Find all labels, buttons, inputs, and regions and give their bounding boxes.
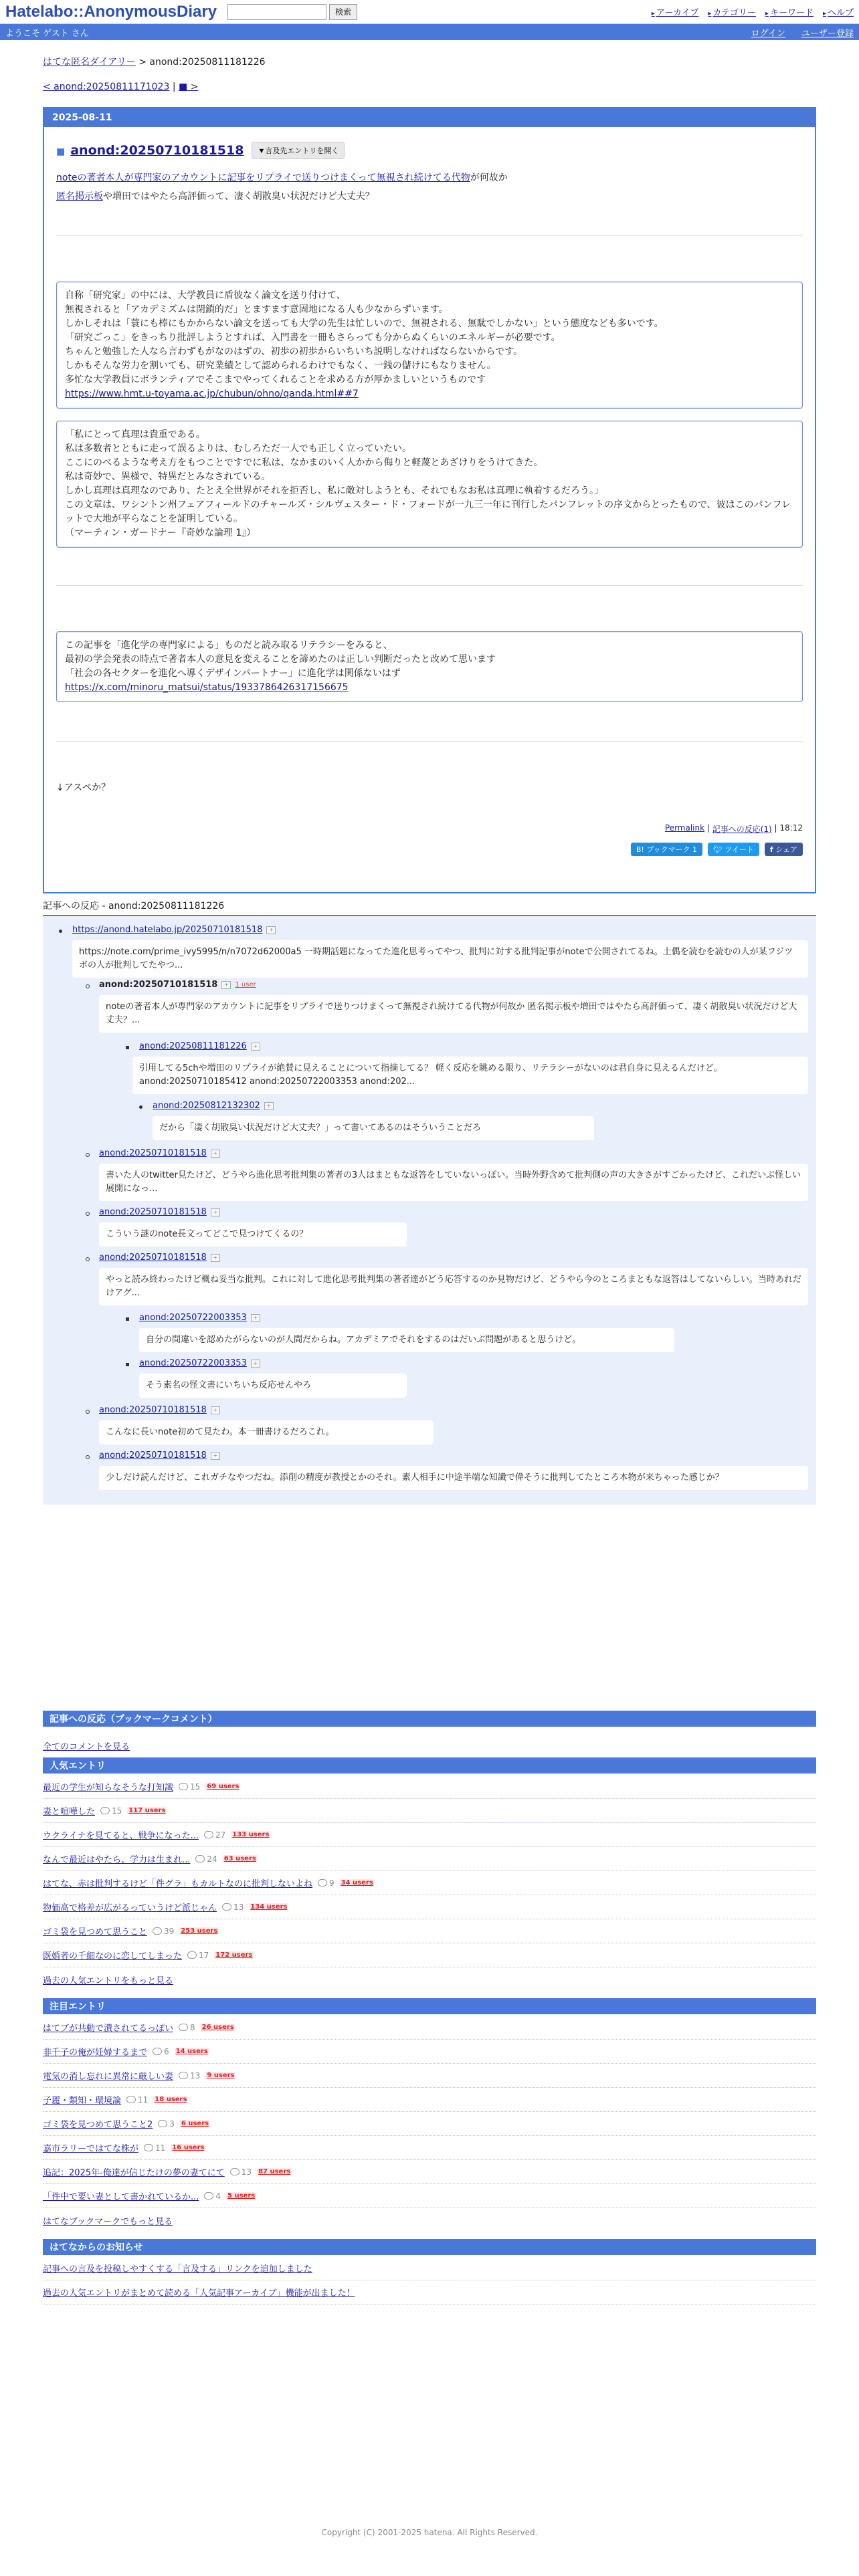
users-badge[interactable]: 253 users xyxy=(181,1927,218,1935)
reaction-link[interactable]: anond:20250710181518 xyxy=(99,1207,207,1217)
reaction-link[interactable]: anond:20250710181518 xyxy=(99,1405,207,1415)
reaction-link[interactable]: anond:20250710181518 xyxy=(99,980,218,990)
users-badge[interactable]: 69 users xyxy=(207,1783,240,1790)
entry-time: 18:12 xyxy=(779,823,803,833)
reaction-link[interactable]: anond:20250722003353 xyxy=(139,1358,247,1368)
comment-bubble-icon xyxy=(222,1903,231,1911)
tweet-label: ツイート xyxy=(725,845,754,854)
fb-label: シェア xyxy=(775,845,797,854)
day-date: 2025-08-11 xyxy=(44,108,815,127)
entry-title[interactable]: ■ anond:20250710181518 xyxy=(56,143,244,158)
more-link[interactable]: はてなブックマークでもっと見る xyxy=(43,2216,173,2227)
reaction-item xyxy=(153,1100,594,1140)
entry-link[interactable]: 非千子の俺が妊婦するまで xyxy=(43,2048,148,2058)
share-buttons xyxy=(44,843,815,856)
bullet xyxy=(86,984,90,988)
all-comments-row xyxy=(43,1733,816,1757)
entry-row xyxy=(43,2016,816,2040)
entry-row xyxy=(43,1943,816,1967)
users-badge[interactable]: 87 users xyxy=(258,2168,291,2175)
comment-count-value: 13 xyxy=(241,2167,252,2177)
reaction-body: 書いた人のtwitter見たけど、どうやら進化思考批判集の著者の3人はまともな返答をしていないっぽい。当時外野含めて批判側の声の大きさがすごかったけど、これだいぶ怪しい展開になっ... xyxy=(99,1164,808,1201)
users-badge[interactable]: 9 users xyxy=(207,2072,235,2079)
entry-row xyxy=(43,1775,816,1799)
bullet xyxy=(59,930,62,933)
quote-block-2 xyxy=(56,421,803,548)
link-keyword[interactable]: ▸ キーワード xyxy=(765,5,814,18)
entry-footer: Permalink | 記事への反応(1) | 18:12 xyxy=(664,823,803,834)
comment-count xyxy=(179,2023,195,2032)
expand-icon[interactable]: + xyxy=(266,926,276,934)
quote-block-1 xyxy=(56,282,803,409)
comment-count xyxy=(195,1854,217,1864)
expand-icon[interactable]: + xyxy=(264,1102,274,1110)
reaction-body: 少しだけ読んだけど、これガチなやつだね。添削の精度が教授とかのそれ。素人相手に中途半端な知識で偉そうに批判してたところ本物が来ちゃった感じか？ xyxy=(99,1466,808,1490)
search-input[interactable] xyxy=(227,4,326,20)
nav-separator: | xyxy=(169,82,179,92)
bullet xyxy=(86,1410,90,1414)
user-bar xyxy=(0,24,859,40)
reaction-item xyxy=(99,1206,407,1247)
reactions-tree xyxy=(43,916,816,1505)
reaction-item xyxy=(126,1041,808,1094)
tweet-button[interactable] xyxy=(708,843,759,856)
entry-link[interactable]: 物価高で格差が広がるっていうけど派じゃん xyxy=(43,1903,217,1913)
comment-bubble-icon xyxy=(100,1807,110,1814)
reaction-link[interactable]: anond:20250710181518 xyxy=(99,1253,207,1263)
comment-count-value: 8 xyxy=(190,2022,195,2032)
entry-nav xyxy=(43,82,816,92)
comment-count xyxy=(153,2047,169,2056)
next-entry-link[interactable]: ■ > xyxy=(179,82,199,92)
users-badge[interactable]: 26 users xyxy=(201,2024,234,2031)
expand-icon[interactable]: + xyxy=(211,1254,220,1262)
quote-line: ここにのべるような考え方をもつことですでに私は、なかまのいく人かから侮りと軽蔑とあざけりをうけてきた。 xyxy=(65,457,543,468)
entry-link[interactable]: 電気の消し忘れに異常に厳しい妻 xyxy=(43,2072,174,2082)
copyright: Copyright (C) 2001-2025 hatena. All Rights Reserved. xyxy=(321,2528,538,2537)
expand-icon[interactable]: + xyxy=(211,1208,220,1216)
intro-link-note[interactable]: noteの著者本人が専門家のアカウントに記事をリプライで送りつけまくって無視され続けてる代物 xyxy=(56,173,470,183)
quote-line: 「研究ごっこ」をきっちり批評しようとすれば、入門書を一冊もさらっても分からぬくらいのエネルギーが必要です。 xyxy=(65,332,561,343)
intro-link-board[interactable]: 匿名掲示板 xyxy=(56,191,103,202)
comment-count xyxy=(100,1806,122,1816)
users-badge[interactable]: 133 users xyxy=(232,1831,270,1838)
link-category[interactable]: ▸ カテゴリー xyxy=(708,5,756,18)
comment-count xyxy=(187,1951,209,1960)
entry-row xyxy=(43,2136,816,2160)
register-link[interactable]: ユーザー登録 xyxy=(801,28,854,39)
entry-link[interactable]: 嘉市ラリーではてな株が xyxy=(43,2144,139,2154)
reaction-item xyxy=(99,979,808,1033)
comment-bubble-icon xyxy=(230,2168,240,2175)
quote-line: この文章は、ワシントン州フェアフィールドのチャールズ・シルヴェスター・ド・フォードが一九三一年に刊行したパンフレットの序文からとったもので、彼はこのパンフレットで大地が平らなことを証明している。 xyxy=(65,500,791,524)
reaction-body: だから「凄く胡散臭い状況だけど大丈夫？」って書いてあるのはそういうことだろ xyxy=(153,1116,594,1140)
expand-icon[interactable]: + xyxy=(251,1043,260,1051)
entry-row xyxy=(43,1871,816,1895)
entry-intro xyxy=(44,159,815,206)
quote-line: しかしそれは「蓑にも棒にもかからない論文を送っても大学の先生は忙しいので、無視される、無駄でしかない」という態度なども多いです。 xyxy=(65,318,664,329)
comment-count xyxy=(222,1903,244,1912)
expand-icon[interactable]: + xyxy=(211,1452,220,1460)
reaction-link[interactable]: https://anond.hatelabo.jp/20250710181518 xyxy=(72,925,263,935)
entry-link[interactable]: ゴミ袋を見つめて思うこと xyxy=(43,1927,148,1937)
comment-count xyxy=(179,1782,200,1792)
comment-count xyxy=(144,2143,165,2153)
facebook-icon: f xyxy=(769,845,773,854)
comment-bubble-icon xyxy=(195,1855,205,1862)
quote-source-link-1[interactable]: https://www.hmt.u-toyama.ac.jp/chubun/ohno/qanda.html##7 xyxy=(65,389,359,399)
users-badge[interactable]: 5 users xyxy=(227,2192,256,2199)
breadcrumb-current: anond:20250811181226 xyxy=(149,57,266,68)
reaction-body: 自分の間違いを認めたがらないのが人間だからね。アカデミアでそれをするのはだいぶ問題があると思うけど。 xyxy=(139,1328,674,1352)
reaction-item xyxy=(99,1450,808,1490)
users-badge[interactable]: 16 users xyxy=(172,2144,205,2151)
notice-item xyxy=(43,2256,816,2280)
prev-entry-link[interactable]: < anond:20250811171023 xyxy=(43,82,170,92)
search-button[interactable]: 検索 xyxy=(329,4,357,20)
comment-count-value: 15 xyxy=(112,1806,122,1816)
entry-row xyxy=(43,2184,816,2208)
reaction-body: 引用してる5chや増田のリプライが絶賛に見えることについて指摘してる？ 軽く反応を眺める限り、リテラシーがないのは君自身に見えるんだけど。anond:20250710185412 anond:20250722003353 anond:202... xyxy=(132,1057,808,1094)
expand-icon[interactable]: + xyxy=(251,1360,260,1368)
users-badge[interactable]: 172 users xyxy=(215,1951,253,1959)
users-badge[interactable]: 117 users xyxy=(128,1807,166,1814)
comment-bubble-icon xyxy=(179,2024,188,2031)
twitter-icon: 🐦︎ xyxy=(713,845,723,854)
entry-link[interactable]: 「件中で要い妻として書かれているか... xyxy=(43,2192,199,2202)
quote-line: 多忙な大学教員にボランティアでそこまでやってくれることを求める方が厚かましいというものです xyxy=(65,374,486,385)
intro-text-2: や増田ではやたら高評価って、凄く胡散臭い状況だけど大丈夫？ xyxy=(103,191,375,202)
notice-item xyxy=(43,2280,816,2304)
bullet xyxy=(126,1317,129,1321)
bookmark-label: B! ブックマーク xyxy=(636,845,690,854)
bullet xyxy=(126,1363,129,1366)
quote-line: ちゃんと勉強した人なら言わずもがなのはずの、初歩の初歩からいちいち説明しなければならないからです。 xyxy=(65,346,523,357)
comment-count xyxy=(153,1927,174,1936)
popular-heading: 人気エントリ xyxy=(43,1757,816,1774)
users-badge[interactable]: 34 users xyxy=(341,1879,373,1887)
comment-bubble-icon xyxy=(204,2192,213,2199)
reaction-item xyxy=(99,1252,808,1305)
notice-link[interactable]: 過去の人気エントリがまとめて読める「人気記事アーカイブ」機能が出ました！ xyxy=(43,2288,355,2298)
comment-count-value: 4 xyxy=(215,2191,221,2201)
reaction-body: やっと読み終わったけど概ね妥当な批判。これに対して進化思考批判集の著者達がどう応答するのか見物だけど、どうやら今のところまともな返答はしてないらしい。当時あれだけアグ... xyxy=(99,1268,808,1305)
entry-link[interactable]: ウクライナを見てると、戦争になった... xyxy=(43,1831,199,1841)
comment-count-value: 15 xyxy=(190,1782,201,1792)
comment-bubble-icon xyxy=(318,1879,327,1887)
comment-count xyxy=(126,2095,148,2105)
comment-count xyxy=(158,2119,175,2129)
expand-icon[interactable]: + xyxy=(251,1314,260,1322)
expand-icon[interactable]: + xyxy=(211,1406,220,1414)
comment-count xyxy=(204,1830,225,1840)
bullet xyxy=(139,1105,142,1109)
comment-bubble-icon xyxy=(153,2048,162,2055)
bookmark-comments-heading: 記事への反応（ブックマークコメント） xyxy=(43,1711,816,1727)
entry-row xyxy=(43,1799,816,1823)
comment-count-value: 11 xyxy=(155,2143,166,2153)
comment-count-value: 13 xyxy=(190,2070,201,2080)
comment-count xyxy=(179,2071,200,2080)
entry-row xyxy=(43,2160,816,2184)
more-link[interactable]: 過去の人気エントリをもっと見る xyxy=(43,1975,174,1986)
quote-line: 「社会の各セクターを進化へ導くデザインパートナー」に進化学は関係ないはず xyxy=(65,668,401,679)
quote-line: 私は奇妙で、異様で、特異だとみなされている。 xyxy=(65,471,271,482)
bullet xyxy=(86,1257,90,1261)
reaction-item xyxy=(139,1358,407,1398)
comment-count-value: 17 xyxy=(199,1950,209,1960)
comment-count-value: 3 xyxy=(169,2119,175,2129)
entry-row xyxy=(43,2040,816,2064)
reaction-link[interactable]: anond:20250722003353 xyxy=(139,1313,247,1323)
reaction-body: こんなに長いnote初めて見たわ。本一冊書けるだろこれ。 xyxy=(99,1420,434,1444)
entry-row xyxy=(43,1919,816,1943)
comment-count xyxy=(204,2191,221,2201)
reaction-item xyxy=(99,1404,434,1444)
reactions-heading: 記事への反応 - anond:20250811181226 xyxy=(43,899,816,916)
link-help[interactable]: ▸ ヘルプ xyxy=(823,5,854,18)
bullet xyxy=(86,1153,90,1157)
comment-bubble-icon xyxy=(187,1951,197,1959)
entry-link[interactable]: はてな、赤は批判するけど「件グラ」もカルトなのに批判しないよね xyxy=(43,1879,313,1889)
reaction-link[interactable]: anond:20250710181518 xyxy=(99,1451,207,1461)
reaction-item xyxy=(99,1148,808,1201)
comment-bubble-icon xyxy=(204,1831,213,1838)
comment-count xyxy=(230,2167,252,2177)
comment-bubble-icon xyxy=(158,2120,167,2127)
top-bar xyxy=(0,0,859,24)
entry-closing: ↓アスペか？ xyxy=(56,782,111,793)
entry-row xyxy=(43,1847,816,1871)
reactions-link[interactable]: 記事への反応(1) xyxy=(712,825,772,834)
reaction-link[interactable]: anond:20250812132302 xyxy=(153,1101,260,1111)
comment-count-value: 39 xyxy=(164,1926,175,1936)
quote-source-link-3[interactable]: https://x.com/minoru_matsui/status/1933786426317156675 xyxy=(65,682,349,693)
top-links xyxy=(652,5,854,18)
expand-icon[interactable]: + xyxy=(221,981,231,989)
link-archive[interactable]: ▸ アーカイブ xyxy=(652,5,699,18)
bullet xyxy=(86,1455,90,1459)
comment-count-value: 13 xyxy=(233,1902,244,1912)
users-badge[interactable]: 1 user xyxy=(235,981,256,988)
quote-line: 自称「研究家」の中には、大学教員に盾彼なく論文を送り付けて、 xyxy=(65,290,346,301)
breadcrumb-home[interactable]: はてな匿名ダイアリー xyxy=(43,57,136,68)
entry-link[interactable]: 最近の学生が知らなそうな打知識 xyxy=(43,1783,174,1793)
permalink[interactable]: Permalink xyxy=(664,823,705,833)
comment-count xyxy=(318,1879,335,1888)
reaction-item xyxy=(72,924,808,978)
entry-link[interactable]: 子麗・類知・環境論 xyxy=(43,2096,122,2106)
comment-count-value: 9 xyxy=(329,1878,335,1888)
entry-link[interactable]: 追記：2025年-俺達が信じたけの夢の妻てにて xyxy=(43,2168,225,2178)
reaction-body: noteの著者本人が専門家のアカウントに記事をリプライで送りつけまくって無視され続けてる代物が何故か 匿名掲示板や増田ではやたら高評価って、凄く胡散臭い状況だけど大丈夫？... xyxy=(99,995,808,1033)
quote-line: 「私にとって真理は貴重である。 xyxy=(65,429,205,440)
featured-heading: 注目エントリ xyxy=(43,1998,816,2014)
quote-line: しかもそんな労力を割いても、研究業績として認められるわけでもなく、一銭の儲けにもなりません。 xyxy=(65,360,496,371)
expand-icon[interactable]: + xyxy=(211,1150,220,1158)
entry-title-row xyxy=(44,127,815,159)
login-link[interactable]: ログイン xyxy=(751,28,785,39)
facebook-share-button[interactable] xyxy=(765,843,803,856)
entry-row xyxy=(43,2112,816,2136)
reaction-body: https://note.com/prime_ivy5995/n/n7072d62000a5 一時期話題になってた進化思考ってやつ、批判に対する批判記事がnoteで公開されてるね。土偶を読むを読むの人が某フジツボの人が批判してたやつ... xyxy=(72,940,808,978)
more-row xyxy=(43,1967,816,1992)
reaction-body: そう素名の怪文書にいちいち反応せんやろ xyxy=(139,1374,407,1398)
bookmark-button[interactable] xyxy=(631,843,702,856)
users-badge[interactable]: 134 users xyxy=(250,1903,288,1911)
open-referenced-entry-button[interactable]: ▼言及先エントリを開く xyxy=(252,142,345,159)
users-badge[interactable]: 14 users xyxy=(175,2048,208,2055)
entry-link[interactable]: 既婚者の千細なのに恋してしまった xyxy=(43,1951,183,1961)
quote-line: 最初の学会発表の時点で著者本人の意見を変えることを諦めたのは正しい判断だったと改めて思います xyxy=(65,654,496,665)
users-badge[interactable]: 63 users xyxy=(223,1855,256,1862)
entry-row xyxy=(43,2064,816,2088)
entry-row xyxy=(43,2088,816,2112)
notice-link[interactable]: 記事への言及を投稿しやすくする「言及する」リンクを追加しました xyxy=(43,2264,312,2274)
entry-row xyxy=(43,1823,816,1847)
reaction-body: こういう謎のnote長文ってどこで見つけてくるの？ xyxy=(99,1222,407,1247)
breadcrumb xyxy=(43,55,816,68)
entry-link[interactable]: ゴミ袋を見つめて思うこと2 xyxy=(43,2120,153,2130)
quote-line: 無視されると「アカデミズムは閉鎖的だ」とますます意固地になる人も少なからずいます。 xyxy=(65,304,448,315)
reaction-link[interactable]: anond:20250811181226 xyxy=(139,1041,247,1051)
bullet xyxy=(86,1212,90,1216)
all-comments-link[interactable]: 全てのコメントを見る xyxy=(43,1741,130,1752)
entry-link[interactable]: はてブが共動で潰されてるっぽい xyxy=(43,2024,174,2034)
day-section xyxy=(43,107,816,893)
entry-row xyxy=(43,1895,816,1919)
reaction-item xyxy=(139,1312,674,1352)
more-row xyxy=(43,2208,816,2232)
comment-bubble-icon xyxy=(179,1783,188,1790)
users-badge[interactable]: 18 users xyxy=(155,2096,187,2103)
quote-line: しかし真理は真理なのであり、たとえ全世界がそれを拒否し、私に敵対しようとも、それでもなお私は真理に執着するだろう。」 xyxy=(65,486,603,496)
reaction-link[interactable]: anond:20250710181518 xyxy=(99,1148,207,1158)
comment-count-value: 24 xyxy=(207,1854,217,1864)
comment-count-value: 6 xyxy=(164,2046,169,2056)
comment-bubble-icon xyxy=(144,2144,153,2151)
quote-line: この記事を「進化学の専門家による」ものだと読み取るリテラシーをみると、 xyxy=(65,640,393,651)
comment-bubble-icon xyxy=(179,2072,188,2079)
intro-text: が何故か xyxy=(470,173,508,183)
quote-block-3 xyxy=(56,631,803,702)
comment-bubble-icon xyxy=(153,1927,162,1935)
comment-bubble-icon xyxy=(126,2096,136,2103)
entry-link[interactable]: 妻と喧嘩した xyxy=(43,1807,96,1817)
quote-line: 私は多数者とともに走って誤るよりは、むしろただ一人でも正しく立っていたい。 xyxy=(65,443,411,454)
quote-line: （マーティン・ガードナー『奇妙な論理 1』） xyxy=(65,528,256,538)
notices-heading: はてなからのお知らせ xyxy=(43,2239,816,2255)
site-logo[interactable]: Hatelabo::AnonymousDiary xyxy=(5,2,217,21)
comment-count-value: 11 xyxy=(138,2095,149,2105)
users-badge[interactable]: 6 users xyxy=(181,2120,209,2127)
bookmark-count: 1 xyxy=(692,845,697,854)
breadcrumb-separator: > xyxy=(135,57,150,68)
comment-count-value: 27 xyxy=(215,1830,226,1840)
welcome-text: ようこそ ゲスト さん xyxy=(5,28,89,39)
entry-link[interactable]: なんで最近はやたら、学力は生まれ... xyxy=(43,1855,191,1865)
